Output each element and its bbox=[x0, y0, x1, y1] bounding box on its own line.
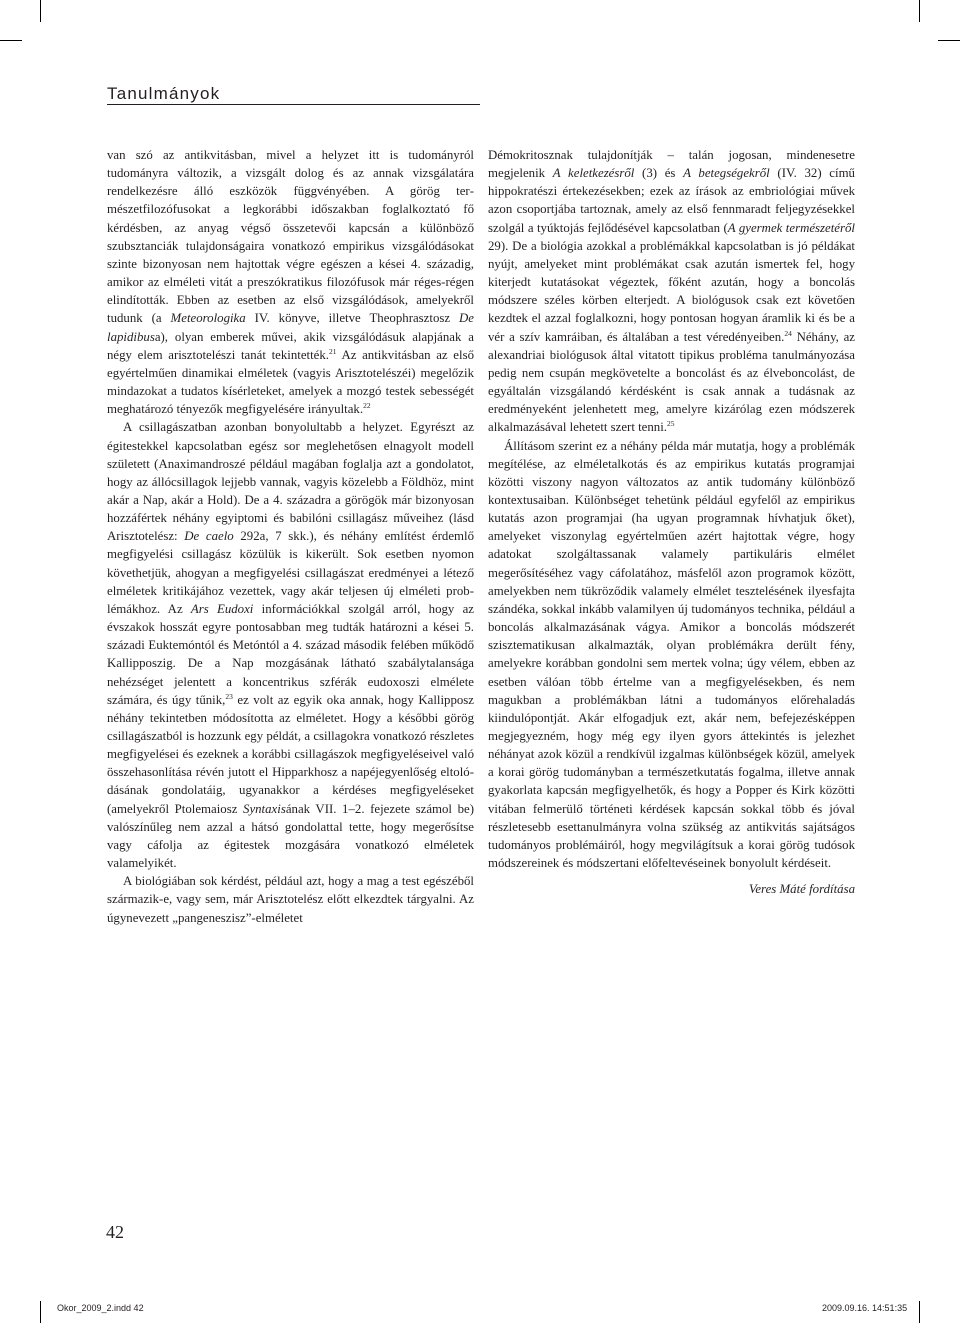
paragraph: Állításom szerint ez a néhány példa már mutatja, hogy a problémák megítélése, az elméletalkotás és az empirikus kutatás programjai közötti viszony nagyon változatos az antik tudomány különböző kontextusaiban. Különbséget tehetünk például egyfelől az empirikus kutatás azon programjai (ha ugyan programnak hívhatjuk őket), amelyeket viszonylag egyértelműen azért hajtottak végre, hogy adatokat szolgáltassanak valamely partikuláris elmélet megerősítéséhez vagy cáfolatához, másfelől azon programok között, amelyekben nem tükröződik valamely elmélet tesztelésének ilyesfajta szándéka, sokkal inkább valamilyen új tudományos technika, például a boncolás alkalmazásának vágya. Amikor a boncolás módszerét szisztematikusan alkalmazták, olyan problémákra derült fény, amelyekre korábban gondolni sem mertek volna; úgy vélem, ebben az esetben válóan több értelme van a megfigyelésekben, és nem magukban a problémákban látni a tudományos előrehaladás kiindulópontját. Akár elfogadjuk ezt, akár nem, befejezésképpen megjegyezném, hogy még egy ilyen gyors áttekintés is jelezhet néhányat azok közül a rendkívül izgalmas különbségek közül, amelyek a korai görög tudományban a természetkutatás fogalma, illetve annak gyakorlata kapcsán megfigyelhetők, és hogy a Popper és Kirk közötti vitában felmerülő történeti kérdések kapcsán sokkal több és jóval részletesebb esettanulmányra volna szükség az antikvitás sajátságos tudományos problémáiról, hogy megvilágítsuk a korai görög tudósok módszereinek és módszertani előfeltevéseinek bonyolult kérdéseit. bbox=[488, 438, 855, 871]
paragraph: Démokritosznak tulajdonítják – talán jogosan, mindenesetre megjelenik A keletkezésről (3) és A betegségekről (IV. 32) című hippokratészi értekezésekben; ezek az írások az embriológiai művek azon csoportjába tartoznak, amely az első fennmaradt feljegyzésekkel szolgál a tyúktojás fejlődésével kapcsolatban (A gyermek természetéről 29). De a biológia azokkal a problémákkal kapcsolatban is jó példákat nyújt, amelyeket mint problémákat csak azután ismertek fel, hogy kiterjedt kutatásokat végeztek, főként azután, hogy a boncolás módszere széles körben elterjedt. A biológusok csak ezt követően kezdtek el azzal foglalkozni, hogy pontosan hogyan áramlik ki és be a vér a szív kamráiban, és általában a test véredényeiben.$^{24}$ Néhány, az alexandriai biológusok által vitatott tipikus probléma tanulmányozása pedig nem csupán megkövetelte a boncolást és az élveboncolást, de egyáltalán vizsgálandó kérdésként is csak annak a tudásnak az eredményeként jelenhetett meg, amelyre kizárólag ezen módszerek alkalmazásával lehetett szert tenni.$^{25}$ bbox=[488, 148, 856, 435]
left-column bbox=[107, 146, 474, 927]
footnote-ref: 24 bbox=[784, 328, 792, 338]
italic-title: A keletkezésről bbox=[552, 166, 635, 181]
translator-credit: Veres Máté fordítása bbox=[748, 882, 855, 897]
crop-mark bbox=[919, 0, 920, 22]
footnote-ref: 25 bbox=[667, 419, 675, 429]
italic-title: A betegségekről bbox=[683, 166, 770, 181]
italic-title: De lapidibus bbox=[107, 311, 474, 344]
crop-mark bbox=[40, 1301, 41, 1323]
italic-title: Ars Eudoxi bbox=[190, 601, 254, 616]
footnote-ref: 21 bbox=[329, 346, 337, 356]
paragraph: A csillagászatban azonban bonyolultabb a helyzet. Egyrészt az égitestekkel kapcsolatban egész sor meglehetősen elnagyolt modell született (Anaximandroszé például magában foglalja azt a gondolatot, hogy az állócsillagok lejjebb vannak, vagyis közelebb a Földhöz, mint akár a Nap, akár a Hold). De a 4. századra a görögök már bizonyosan hozzáfértek néhány egyiptomi és babilóni csillagász műveihez (lásd Arisztotelész: De caelo 292a, 7 skk.), és néhány említést érdemlő megfigyelési csillagász közülük is kikerült. Sok esetben nyomon követhetjük, ahogyan a megfigyelési csillagászat eredményei a létező elméletek kritikájához vezettek, vagy akár teljesen új elméleti problémákhoz. Az Ars Eudoxi információkkal szolgál arról, hogy az évszakok hosszát egyre pontosabban meg tudták határozni a kései 5. századi Euktemóntól és Metóntól a 4. század második felében működő Kallipposzig. De a Nap mozgásának látható szabálytalansága nehézséget jelentett a koncentrikus szférák eudoxoszi elmélete számára, és úgy tűnik,$^{23}$ ez volt az egyik oka annak, hogy Kallipposz néhány tekintetben módosította az elméletet. Hogy a későbbi görög csillagászatból is hozzunk egy példát, a csillagokra vonatkozó részletes megfigyelései és ezeknek a korábbi csillagászok megfigyeléseivel való összehasonlítása révén jutott el Hipparkhosz a napéjegyenlőség eltolódásának gondolatáig, ugyanakkor a kérdéses megfigyeléseket (amelyekről Ptolemaiosz Syntaxisának VII. 1–2. fejezete számol be) valószínűleg nem azzal a hátsó gondolattal tette, hogy megerősítse vagy cáfolja az égitestek mozgására vonatkozó elméletek valamelyikét. bbox=[107, 420, 474, 871]
footnote-ref: 22 bbox=[363, 401, 371, 411]
italic-title: Syntaxis bbox=[243, 801, 286, 816]
page-number: 42 bbox=[106, 1222, 124, 1242]
crop-mark bbox=[938, 40, 960, 41]
crop-mark bbox=[40, 0, 41, 22]
italic-title: De caelo bbox=[184, 529, 234, 544]
running-header bbox=[107, 84, 480, 105]
italic-title: A gyermek természetéről bbox=[727, 220, 856, 235]
crop-mark bbox=[0, 40, 22, 41]
section-title: Tanulmányok bbox=[107, 84, 221, 103]
right-column bbox=[488, 146, 855, 898]
italic-title: Meteorologika bbox=[170, 311, 246, 326]
paragraph: van szó az antikvitásban, mivel a helyzet itt is tudományról tudományra változik, a vizsgált dolog és az annak vizsgálatára rendelkezésre álló eszközök függvényében. A görög természetfilozófusokat a legkorábbi időszakban foglalkoztató fő kérdésben, az anyag végső összetevői kapcsán a különböző szubsztanciák tulajdonságaira vonatkozó empirikus vizsgálódásokat szinte bizonyosan nem hajtottak végre egészen a kései 4. századig, amikor az elméleti vitát a preszókratikus filozófusok már réges-régen elindították. Ebben az esetben az első vizsgálódások, amelyekről tudunk (a Meteorologika IV. könyve, illetve Theophrasztosz De lapidibusa), olyan emberek művei, akik vizsgálódásuk alapjának a négy elem arisztotelészi tanát tekintették.$^{21}$ Az antikvitásban az első egyértelműen dinamikai elméletek (vagyis Arisztotelészéi) megelőzik mindazokat a tudatos kísérleteket, amelyek a mozgó testek sebességét meghatározó tényezők megfigyelésére irányultak.$^{22}$ bbox=[107, 148, 474, 417]
slug-file-name: Okor_2009_2.indd 42 bbox=[57, 1303, 144, 1313]
footnote-ref: 23 bbox=[225, 691, 233, 701]
paragraph: A biológiában sok kérdést, például azt, hogy a mag a test egészéből származik-e, vagy sem, már Arisztotelész előtt elkezdtek tárgyalni. Az úgynevezett „pangeneszisz”-elméletet bbox=[107, 874, 474, 925]
crop-mark bbox=[919, 1301, 920, 1323]
slug-timestamp: 2009.09.16. 14:51:35 bbox=[822, 1303, 908, 1313]
